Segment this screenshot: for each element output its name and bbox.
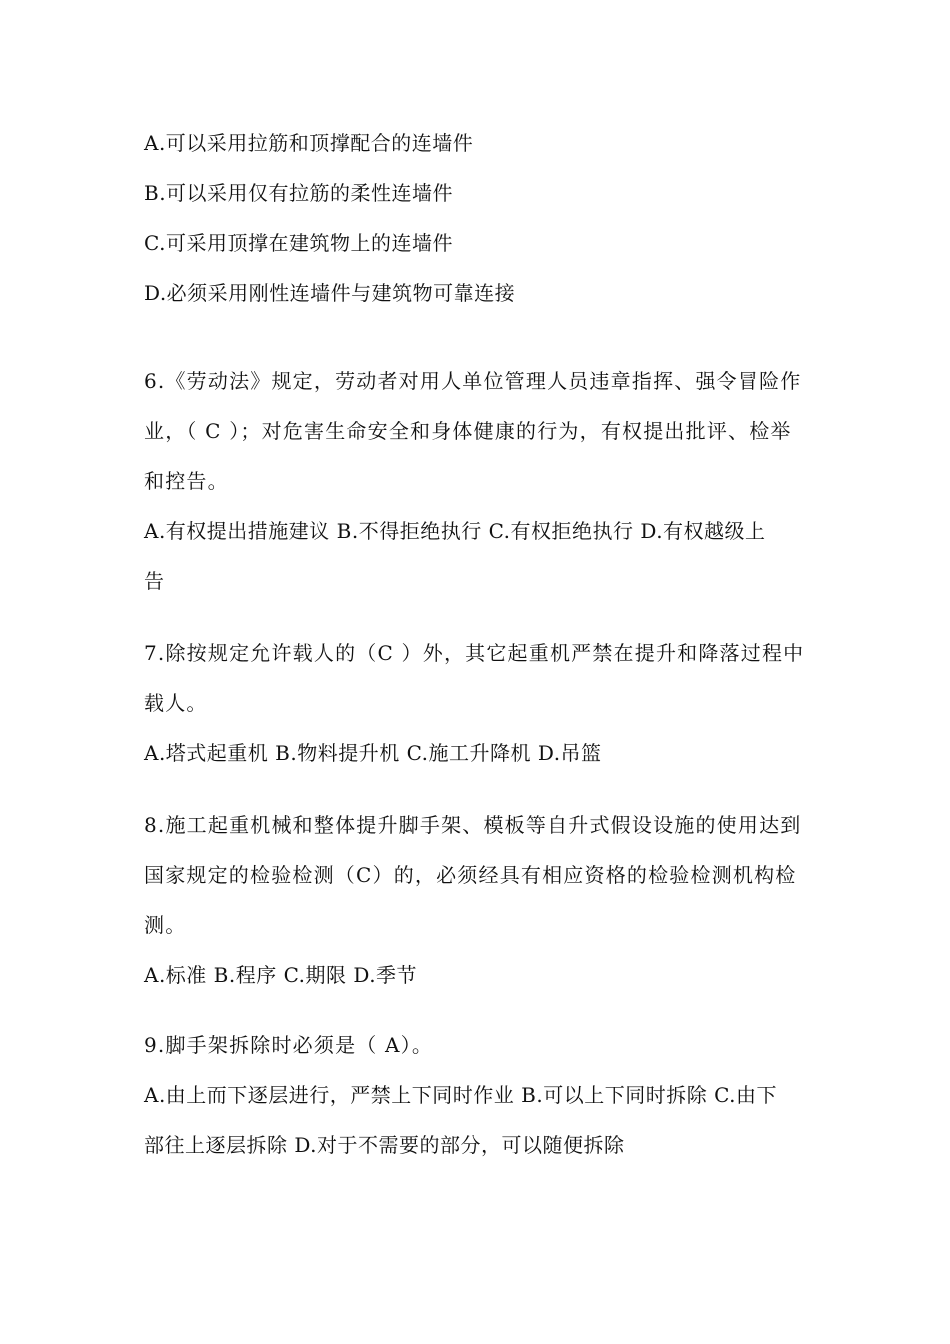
option-line: B.可以采用仅有拉筋的柔性连墙件 bbox=[144, 181, 454, 205]
question-stem-line: 载人。 bbox=[144, 691, 208, 715]
spacer bbox=[144, 606, 814, 628]
document-page bbox=[144, 118, 814, 1170]
question-stem-line: 和控告。 bbox=[144, 469, 229, 493]
question-stem-line: 7.除按规定允许载人的（C ）外，其它起重机严禁在提升和降落过程中 bbox=[144, 641, 805, 665]
option-line: C.可采用顶撑在建筑物上的连墙件 bbox=[144, 231, 453, 255]
question-8 bbox=[144, 800, 814, 1000]
option-line: A.可以采用拉筋和顶撑配合的连墙件 bbox=[144, 131, 474, 155]
question-5-options bbox=[144, 118, 814, 318]
question-6 bbox=[144, 356, 814, 606]
option-line: 部往上逐层拆除 D.对于不需要的部分，可以随便拆除 bbox=[144, 1133, 625, 1157]
question-stem-line: 8.施工起重机械和整体提升脚手架、模板等自升式假设设施的使用达到 bbox=[144, 813, 802, 837]
spacer bbox=[144, 778, 814, 800]
question-stem-line: 6.《劳动法》规定，劳动者对用人单位管理人员违章指挥、强令冒险作 bbox=[144, 369, 802, 393]
spacer bbox=[144, 318, 814, 356]
option-line: A.有权提出措施建议 B.不得拒绝执行 C.有权拒绝执行 D.有权越级上 bbox=[144, 519, 766, 543]
question-stem-line: 测。 bbox=[144, 913, 187, 937]
option-line: 告 bbox=[144, 569, 165, 593]
question-stem-line: 9.脚手架拆除时必须是（ A）。 bbox=[144, 1033, 434, 1057]
spacer bbox=[144, 1000, 814, 1020]
option-line: A.由上而下逐层进行，严禁上下同时作业 B.可以上下同时拆除 C.由下 bbox=[144, 1083, 778, 1107]
option-line: A.标准 B.程序 C.期限 D.季节 bbox=[144, 963, 418, 987]
option-line: D.必须采用刚性连墙件与建筑物可靠连接 bbox=[144, 281, 516, 305]
question-7 bbox=[144, 628, 814, 778]
option-line: A.塔式起重机 B.物料提升机 C.施工升降机 D.吊篮 bbox=[144, 741, 602, 765]
question-stem-line: 业，（ C ）；对危害生命安全和身体健康的行为，有权提出批评、检举 bbox=[144, 419, 792, 443]
question-stem-line: 国家规定的检验检测（C）的，必须经具有相应资格的检验检测机构检 bbox=[144, 863, 797, 887]
question-9 bbox=[144, 1020, 814, 1170]
